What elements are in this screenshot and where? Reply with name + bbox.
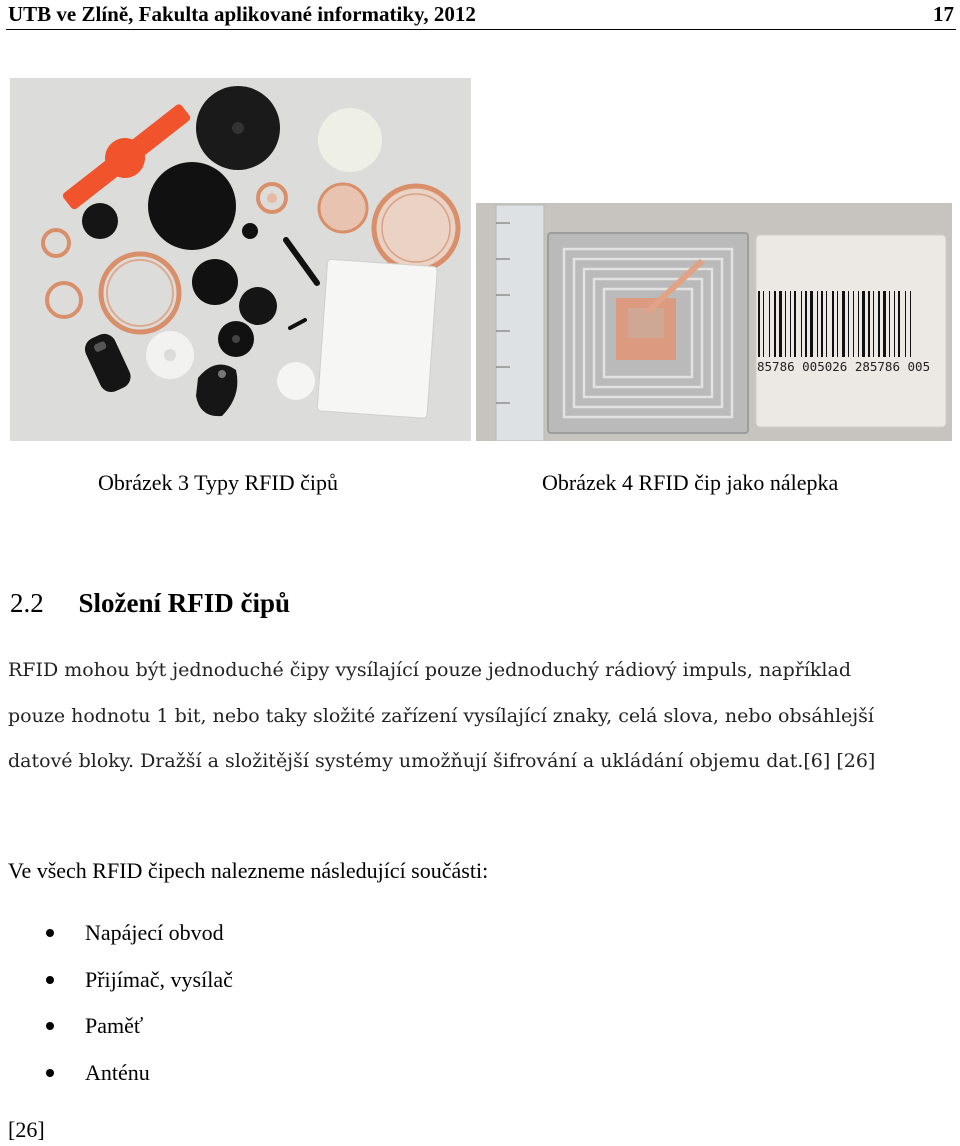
black-disc-medium <box>148 162 236 250</box>
bullet-icon <box>46 1022 54 1030</box>
white-rfid-card <box>317 259 437 418</box>
section-number: 2.2 <box>10 588 44 618</box>
rfid-sticker-illustration <box>476 203 952 441</box>
bullet-icon <box>46 1069 54 1077</box>
components-list <box>44 918 233 1104</box>
list-item <box>44 965 233 1012</box>
page-number: 17 <box>933 2 954 26</box>
barcode-sticker <box>756 235 946 427</box>
header-title: UTB ve Zlíně, Fakulta aplikované informatiky, 2012 <box>8 2 476 26</box>
ruler <box>496 205 544 441</box>
list-item-label: Přijímač, vysílač <box>85 966 233 992</box>
section-heading <box>10 588 290 619</box>
figure-4-caption: Obrázek 4 RFID čip jako nálepka <box>542 470 839 495</box>
list-item <box>44 918 233 965</box>
list-item-label: Paměť <box>85 1013 144 1038</box>
list-item <box>44 1011 233 1058</box>
page-header <box>6 0 956 30</box>
paragraph-line: pouze hodnotu 1 bit, nebo taky složité zařízení vysílající znaky, celá slova, nebo obsáhlejší <box>8 704 875 727</box>
figure-rfid-types-photo <box>10 78 471 441</box>
components-intro: Ve všech RFID čipech nalezneme následující součásti: <box>8 858 489 883</box>
paragraph-line: RFID mohou být jednoduché čipy vysílající pouze jednoduchý rádiový impuls, například <box>8 659 851 681</box>
figure-rfid-sticker-photo <box>476 203 952 441</box>
white-disc <box>318 108 382 172</box>
list-item-label: Napájecí obvod <box>85 920 224 945</box>
barcode-digits: 85786 005026 285786 005 <box>757 359 931 374</box>
figure-3-caption: Obrázek 3 Typy RFID čipů <box>98 470 339 495</box>
section-title: Složení RFID čipů <box>78 588 291 618</box>
paragraph-line: datové bloky. Dražší a složitější systémy umožňují šifrování a ukládání objemu dat.[6] [26] <box>8 750 876 772</box>
body-paragraph <box>8 655 956 792</box>
list-item-label: Anténu <box>85 1059 150 1085</box>
bullet-icon <box>46 976 54 984</box>
citation-footnote: [26] <box>8 1117 45 1142</box>
list-item <box>44 1058 233 1105</box>
bullet-icon <box>46 929 54 937</box>
rfid-types-illustration <box>10 78 471 441</box>
